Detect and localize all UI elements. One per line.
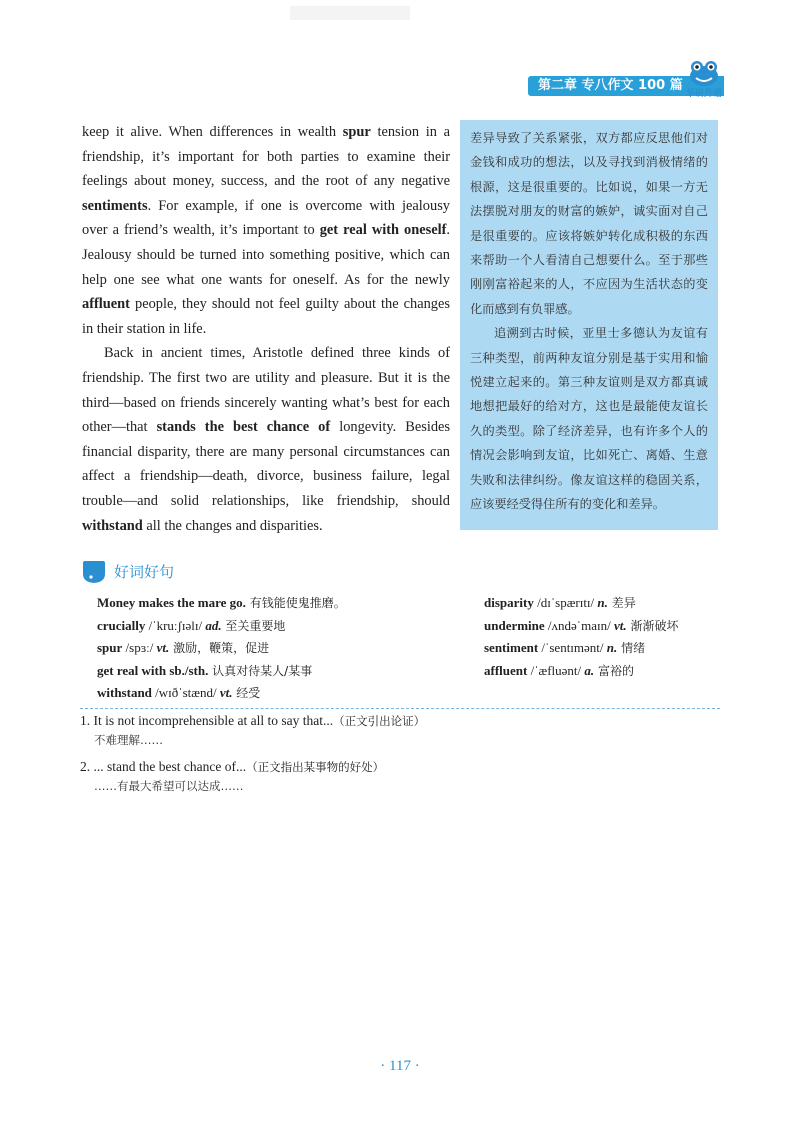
sentence-cn: ……有最大希望可以达成…… xyxy=(94,779,244,793)
vocab-meaning: 有钱能使鬼推磨。 xyxy=(245,596,346,610)
vocab-item xyxy=(484,615,678,638)
vocab-item xyxy=(97,682,346,705)
text-run: people, they should not feel guilty about the changes in their station in life. xyxy=(82,296,450,337)
sentence-en: 1. It is not incomprehensible at all to say that... xyxy=(80,713,334,728)
vocab-meaning: 渐渐破坏 xyxy=(626,618,679,633)
text-run: tension in a friendship, it’s important for both parties to examine their feelings about money, success, and the root of any negative xyxy=(82,124,450,190)
english-paragraph-2 xyxy=(82,341,450,538)
vocab-term: affluent xyxy=(484,662,528,678)
chinese-paragraph-1: 差异导致了关系紧张，双方都应反思他们对金钱和成功的想法，以及寻找到消极情绪的根源，这是很重要的。比如说，如果一方无法摆脱对朋友的财富的嫉妒，诚实面对自己是很重要的。应该将嫉妒转化成积极的东西来帮助一个人看清自己想要什么。至于那些刚刚富裕起来的人，不应因为生活状态的变化而感到有负罪感。 xyxy=(470,131,708,316)
vocab-term: disparity xyxy=(484,595,534,610)
english-passage xyxy=(82,120,450,538)
vocab-phonetic: /ʌndəˈmaɪn/ xyxy=(544,617,611,633)
vocab-meaning: 经受 xyxy=(232,686,261,700)
vocab-item xyxy=(97,615,346,638)
vocab-term: withstand xyxy=(97,685,152,700)
key-phrase: affluent xyxy=(82,296,130,313)
publisher-logo xyxy=(682,58,726,102)
scan-artifact xyxy=(290,6,410,20)
vocab-phonetic: /wɪðˈstænd/ xyxy=(151,685,217,700)
vocab-item xyxy=(97,660,346,683)
page-number: · 117 · xyxy=(380,1058,420,1074)
vocab-phonetic: /dɪˈspærɪtɪ/ xyxy=(533,595,595,610)
vocab-meaning: 激励，鞭策，促进 xyxy=(169,641,270,655)
vocab-term: get real with sb./sth. xyxy=(97,662,209,678)
vocab-phonetic: /spɜː/ xyxy=(122,640,154,655)
key-phrase: sentiments xyxy=(82,197,148,214)
vocab-meaning: 情绪 xyxy=(617,641,646,655)
text-run: Back in ancient times, Aristotle defined three kinds of friendship. The first two are utility and pleasure. But it is the third—based on friends sincerely wanting what’s best for each other—that xyxy=(82,345,450,436)
vocab-pos: a. xyxy=(581,662,595,678)
vocab-term: undermine xyxy=(484,617,545,633)
sentence-item-2 xyxy=(80,759,384,794)
vocab-list-right xyxy=(484,592,678,682)
vocab-item xyxy=(97,592,346,615)
sentence-note: （正文指出某事物的好处） xyxy=(246,760,385,774)
vocab-item xyxy=(97,637,346,660)
text-run: keep it alive. When differences in wealth xyxy=(82,124,343,140)
key-phrase: spur xyxy=(342,124,371,140)
sentence-en: 2. ... stand the best chance of... xyxy=(80,759,247,774)
chinese-paragraph-2: 追溯到古时候，亚里士多德认为友谊有三种类型，前两种友谊分别是基于实用和愉悦建立起来的。第三种友谊则是双方都真诚地想把最好的给对方，这也是最能使友谊长久的类型。除了经济差异，也有许多个人的情况会影响到友谊，比如死亡、离婚、生意失败和法律纠纷。像友谊这样的稳固关系，应该要经受得住所有的变化和差异。 xyxy=(470,326,708,512)
vocab-item xyxy=(484,592,678,615)
sentence-item-1 xyxy=(80,713,425,748)
vocab-term: sentiment xyxy=(484,640,539,655)
vocab-pos: vt. xyxy=(153,640,170,655)
vocab-item xyxy=(484,660,678,683)
logo-text: 华研外语 xyxy=(685,89,722,99)
section-tag-icon xyxy=(81,560,107,584)
vocab-phonetic: /ˈæfluənt/ xyxy=(527,662,582,678)
vocab-list-left xyxy=(97,592,346,705)
chinese-translation-box xyxy=(460,120,718,530)
vocab-phonetic: /ˈkruːʃɪəlɪ/ xyxy=(145,617,203,633)
dashed-divider xyxy=(80,708,720,709)
vocab-meaning: 认真对待某人/某事 xyxy=(208,663,313,678)
vocab-item xyxy=(484,637,678,660)
text-run: longevity. Besides financial disparity, there are many personal circumstances can affect a friendship—death, divorce, business failure, legal trouble—and solid relationships, like friendship, should xyxy=(82,419,451,509)
vocab-pos: vt. xyxy=(610,617,627,633)
key-phrase: get real with oneself xyxy=(319,222,447,239)
chapter-header: 第二章 专八作文 100 篇 xyxy=(528,76,724,96)
frog-logo-icon xyxy=(686,58,722,88)
sentence-cn: 不难理解…… xyxy=(94,733,163,747)
vocab-pos: n. xyxy=(603,640,618,655)
vocab-meaning: 差异 xyxy=(607,596,636,610)
vocab-phonetic: /ˈsentɪmənt/ xyxy=(538,640,604,655)
text-run: . For example, if one is overcome with jealousy over a friend’s wealth, it’s important to xyxy=(82,197,450,239)
english-paragraph-1 xyxy=(82,120,450,341)
key-phrase: withstand xyxy=(82,517,143,534)
section-title: 好词好句 xyxy=(114,563,175,581)
vocab-meaning: 至关重要地 xyxy=(221,618,286,633)
vocab-pos: ad. xyxy=(202,617,222,633)
vocab-pos: vt. xyxy=(216,685,233,700)
vocab-term: crucially xyxy=(97,617,146,633)
key-phrase: stands the best chance of xyxy=(156,419,331,436)
vocab-pos: n. xyxy=(594,595,608,610)
text-run: all the changes and disparities. xyxy=(142,517,323,534)
vocab-term: spur xyxy=(97,640,123,655)
vocab-meaning: 富裕的 xyxy=(594,663,634,678)
vocab-term: Money makes the mare go. xyxy=(97,595,246,610)
sentence-note: （正文引出论证） xyxy=(333,714,426,728)
text-run: . Jealousy should be turned into something positive, which can help one see what one wants for oneself. As for the newly xyxy=(82,222,451,288)
